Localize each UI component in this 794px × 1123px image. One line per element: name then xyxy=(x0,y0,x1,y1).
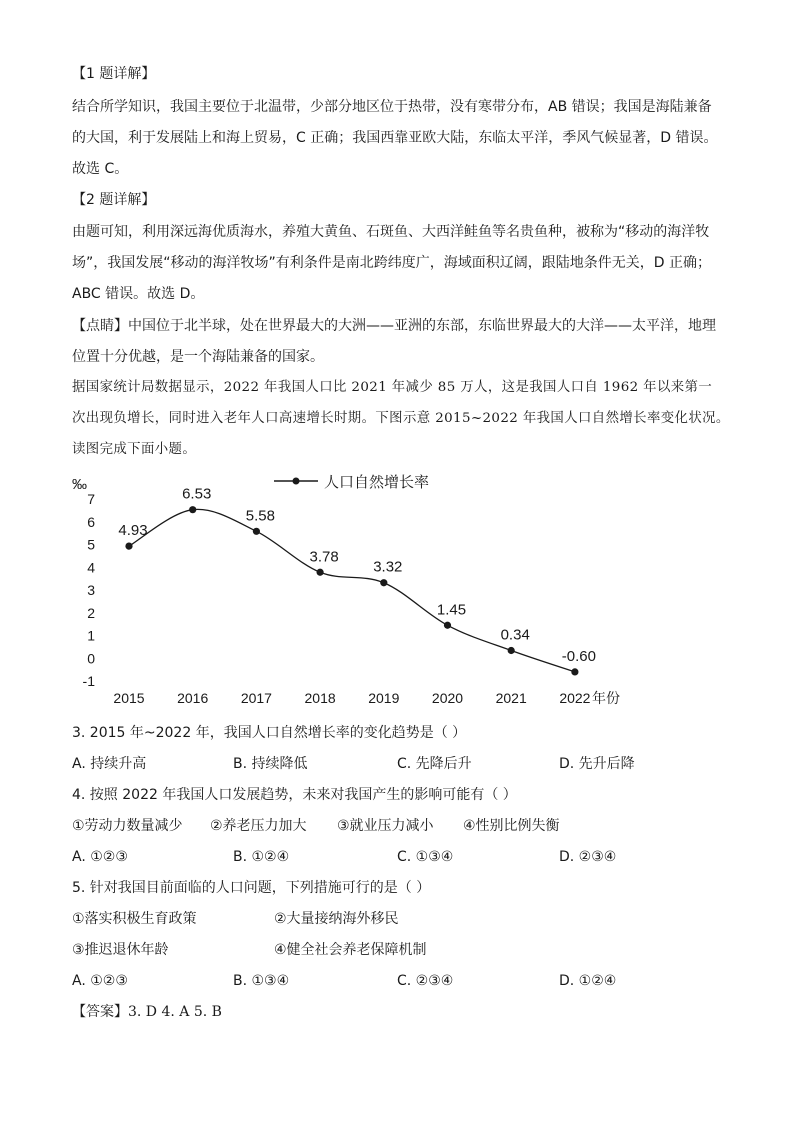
data-label: 1.45 xyxy=(436,601,467,619)
q5-item: ①落实积极生育政策 xyxy=(72,911,197,927)
y-tick-label: 6 xyxy=(87,513,95,530)
material-line: 读图完成下面小题。 xyxy=(72,442,197,457)
q5-item: ②大量接纳海外移民 xyxy=(274,911,399,927)
data-point xyxy=(380,579,387,586)
q5-option-d[interactable]: D. ①②④ xyxy=(559,973,617,989)
section1-heading: 【1 题详解】 xyxy=(72,66,156,82)
q3-option-d[interactable]: D. 先升后降 xyxy=(559,756,635,772)
series-line xyxy=(129,509,575,671)
data-label: 0.34 xyxy=(500,626,530,644)
q5-stem: 5. 针对我国目前面临的人口问题，下列措施可行的是（ ） xyxy=(72,880,431,896)
data-label: 5.58 xyxy=(245,507,276,525)
data-point xyxy=(125,542,132,549)
answer-line xyxy=(72,1002,222,1022)
data-label: 6.53 xyxy=(182,485,212,503)
section1-line: 故选 C。 xyxy=(72,161,129,177)
x-tick-label: 2018 xyxy=(304,690,336,706)
population-growth-chart xyxy=(60,468,640,718)
data-point xyxy=(317,569,324,576)
note-line: 【点睛】中国位于北半球，处在世界最大的大洲——亚洲的东部，东临世界最大的大洋——太平洋，地理 xyxy=(72,318,716,334)
section2-line: 场”，我国发展“移动的海洋牧场”有利条件是南北跨纬度广，海域面积辽阔，跟陆地条件无关，D 正确； xyxy=(72,255,711,271)
data-point xyxy=(444,622,451,629)
material-line: 次出现负增长，同时进入老年人口高速增长时期。下图示意 2015~2022 年我国人口自然增长率变化状况。 xyxy=(72,411,730,426)
data-point xyxy=(571,668,578,675)
legend-label: 人口自然增长率 xyxy=(324,474,430,491)
legend-marker-icon xyxy=(293,478,300,485)
y-tick-label: 0 xyxy=(87,650,95,667)
q4-item: ①劳动力数量减少 xyxy=(72,818,183,834)
chart-legend xyxy=(274,474,429,491)
q3-stem: 3. 2015 年~2022 年，我国人口自然增长率的变化趋势是（ ） xyxy=(72,725,467,741)
q3-option-b[interactable]: B. 持续降低 xyxy=(233,756,308,772)
data-label: 4.93 xyxy=(118,522,148,540)
x-axis-label: 年份 xyxy=(592,690,620,706)
q5-option-a[interactable]: A. ①②③ xyxy=(72,973,128,989)
q4-option-b[interactable]: B. ①②④ xyxy=(233,849,290,865)
section2-line: 由题可知，利用深远海优质海水，养殖大黄鱼、石斑鱼、大西洋鲑鱼等名贵鱼种，被称为“移动的海洋牧 xyxy=(72,224,710,240)
x-tick-label: 2020 xyxy=(431,690,464,706)
section1-line: 结合所学知识，我国主要位于北温带，少部分地区位于热带，没有寒带分布，AB 错误；我国是海陆兼备 xyxy=(72,99,712,115)
data-point xyxy=(253,528,260,535)
section2-heading: 【2 题详解】 xyxy=(72,192,156,208)
q5-option-b[interactable]: B. ①③④ xyxy=(233,973,290,989)
data-point xyxy=(189,506,196,513)
q3-option-c[interactable]: C. 先降后升 xyxy=(397,756,472,772)
q4-option-d[interactable]: D. ②③④ xyxy=(559,849,617,865)
x-tick-label: 2019 xyxy=(368,690,400,706)
y-tick-label: -1 xyxy=(82,673,95,689)
q5-option-c[interactable]: C. ②③④ xyxy=(397,973,454,989)
y-tick-label: 7 xyxy=(87,491,95,507)
q5-item: ④健全社会养老保障机制 xyxy=(274,942,427,958)
q4-item: ④性别比例失衡 xyxy=(463,818,560,834)
q4-option-c[interactable]: C. ①③④ xyxy=(397,849,454,865)
q4-item: ②养老压力加大 xyxy=(210,818,307,834)
q4-stem: 4. 按照 2022 年我国人口发展趋势，未来对我国产生的影响可能有（ ） xyxy=(72,787,517,803)
y-tick-label: 5 xyxy=(87,536,95,553)
data-label: -0.60 xyxy=(561,647,597,665)
x-tick-label: 2016 xyxy=(177,690,209,706)
y-tick-label: 1 xyxy=(87,627,95,644)
q4-item: ③就业压力减小 xyxy=(337,818,434,834)
data-point xyxy=(508,647,515,654)
section1-line: 的大国，利于发展陆上和海上贸易，C 正确；我国西靠亚欧大陆，东临太平洋，季风气候显著，D 错误。 xyxy=(72,130,718,146)
y-tick-label: 3 xyxy=(87,582,95,598)
q5-item: ③推迟退休年龄 xyxy=(72,942,169,958)
answer-text: 3. D 4. A 5. B xyxy=(128,1004,222,1020)
y-axis-unit: ‰ xyxy=(72,476,87,493)
note-line: 位置十分优越，是一个海陆兼备的国家。 xyxy=(72,349,324,365)
material-line: 据国家统计局数据显示，2022 年我国人口比 2021 年减少 85 万人，这是我国人口自 1962 年以来第一 xyxy=(72,380,713,395)
answer-label: 【答案】 xyxy=(72,1004,128,1020)
data-label: 3.78 xyxy=(309,548,339,566)
y-tick-label: 2 xyxy=(87,604,95,621)
x-tick-label: 2021 xyxy=(495,690,527,706)
y-tick-label: 4 xyxy=(87,559,95,576)
q3-option-a[interactable]: A. 持续升高 xyxy=(72,756,147,772)
x-tick-label: 2022 xyxy=(559,690,591,706)
q4-option-a[interactable]: A. ①②③ xyxy=(72,849,128,865)
x-tick-label: 2015 xyxy=(113,690,145,706)
x-tick-label: 2017 xyxy=(240,690,272,706)
data-label: 3.32 xyxy=(373,558,403,576)
section2-line: ABC 错误。故选 D。 xyxy=(72,286,205,302)
